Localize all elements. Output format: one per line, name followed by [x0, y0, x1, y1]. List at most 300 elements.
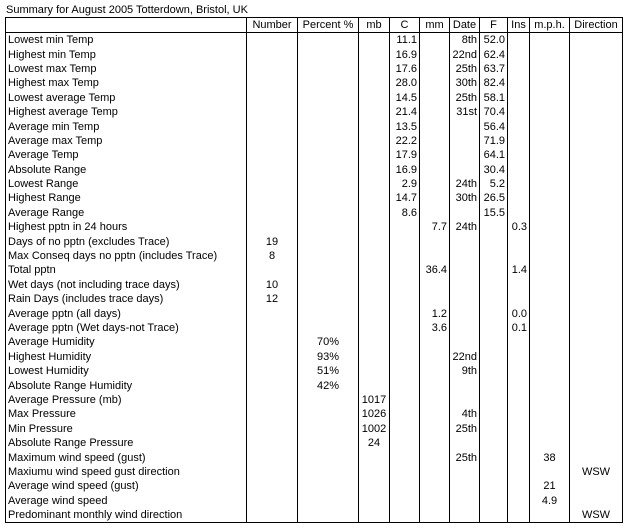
table-row [6, 177, 623, 191]
table-cell: 16.9 [390, 163, 420, 177]
table-cell: 24th [450, 177, 480, 191]
table-cell: 16.9 [390, 47, 420, 61]
table-cell [420, 350, 450, 364]
table-cell [570, 321, 623, 335]
table-cell [480, 364, 508, 378]
table-cell: 8th [450, 33, 480, 48]
table-cell: 14.5 [390, 91, 420, 105]
row-label: Wet days (not including trace days) [6, 278, 247, 292]
table-cell [298, 321, 359, 335]
row-label: Average Temp [6, 148, 247, 162]
table-cell [508, 364, 530, 378]
table-cell [570, 306, 623, 320]
table-cell [508, 134, 530, 148]
table-cell [298, 91, 359, 105]
table-cell [390, 494, 420, 508]
table-cell [390, 465, 420, 479]
table-cell [570, 292, 623, 306]
table-row [6, 350, 623, 364]
table-cell [450, 278, 480, 292]
table-cell [359, 263, 390, 277]
table-cell [247, 191, 298, 205]
table-cell [530, 350, 570, 364]
table-cell [359, 47, 390, 61]
table-cell [247, 494, 298, 508]
table-cell [480, 292, 508, 306]
table-cell [450, 306, 480, 320]
table-cell [298, 105, 359, 119]
table-cell [508, 450, 530, 464]
column-header: m.p.h. [530, 18, 570, 33]
table-cell [390, 393, 420, 407]
table-row [6, 436, 623, 450]
table-cell [420, 119, 450, 133]
table-cell [298, 119, 359, 133]
table-cell [530, 62, 570, 76]
table-row [6, 33, 623, 48]
table-cell [530, 163, 570, 177]
table-cell: 5.2 [480, 177, 508, 191]
table-cell [359, 494, 390, 508]
table-cell: 93% [298, 350, 359, 364]
table-cell [247, 306, 298, 320]
table-cell: 4.9 [530, 494, 570, 508]
table-cell [247, 335, 298, 349]
table-cell: 71.9 [480, 134, 508, 148]
column-header: mb [359, 18, 390, 33]
table-cell: 25th [450, 91, 480, 105]
table-cell: 26.5 [480, 191, 508, 205]
table-cell: 12 [247, 292, 298, 306]
table-cell [570, 206, 623, 220]
table-cell: 58.1 [480, 91, 508, 105]
table-cell [450, 206, 480, 220]
table-cell [298, 494, 359, 508]
row-label: Max Pressure [6, 407, 247, 421]
table-cell [570, 105, 623, 119]
row-label: Lowest max Temp [6, 62, 247, 76]
table-cell [450, 436, 480, 450]
table-cell [359, 378, 390, 392]
table-cell [420, 62, 450, 76]
table-cell: 0.3 [508, 220, 530, 234]
table-cell [508, 465, 530, 479]
table-cell [570, 278, 623, 292]
table-cell: 1017 [359, 393, 390, 407]
table-cell: 1026 [359, 407, 390, 421]
table-cell [508, 422, 530, 436]
table-row [6, 508, 623, 523]
table-cell: 14.7 [390, 191, 420, 205]
table-cell [420, 436, 450, 450]
table-cell [530, 148, 570, 162]
table-cell [298, 47, 359, 61]
table-cell [359, 479, 390, 493]
table-cell [530, 306, 570, 320]
row-label: Maxiumu wind speed gust direction [6, 465, 247, 479]
table-cell [298, 450, 359, 464]
table-cell [570, 378, 623, 392]
table-cell [359, 191, 390, 205]
table-row [6, 249, 623, 263]
table-cell: 24th [450, 220, 480, 234]
table-cell [247, 134, 298, 148]
table-cell [530, 177, 570, 191]
table-cell [530, 508, 570, 523]
table-cell [298, 134, 359, 148]
row-label: Maximum wind speed (gust) [6, 450, 247, 464]
table-cell [450, 292, 480, 306]
table-cell [570, 134, 623, 148]
column-header: Date [450, 18, 480, 33]
table-row [6, 393, 623, 407]
table-cell: 15.5 [480, 206, 508, 220]
table-cell [480, 508, 508, 523]
table-cell [450, 249, 480, 263]
row-label: Min Pressure [6, 422, 247, 436]
table-cell [420, 33, 450, 48]
table-cell [530, 234, 570, 248]
row-label: Highest average Temp [6, 105, 247, 119]
table-cell [298, 33, 359, 48]
table-cell [508, 163, 530, 177]
column-header: Ins [508, 18, 530, 33]
table-cell [480, 220, 508, 234]
table-row [6, 494, 623, 508]
table-cell [570, 422, 623, 436]
table-cell [570, 177, 623, 191]
row-label: Average max Temp [6, 134, 247, 148]
table-cell: 70.4 [480, 105, 508, 119]
table-cell [508, 234, 530, 248]
table-cell [530, 220, 570, 234]
table-cell [420, 47, 450, 61]
table-cell [508, 350, 530, 364]
table-cell [359, 234, 390, 248]
table-cell: 30th [450, 76, 480, 90]
table-cell [390, 350, 420, 364]
table-cell [390, 321, 420, 335]
table-cell [450, 465, 480, 479]
table-cell [420, 422, 450, 436]
table-cell [570, 148, 623, 162]
table-cell [570, 350, 623, 364]
row-label: Highest min Temp [6, 47, 247, 61]
table-cell [530, 292, 570, 306]
table-cell: 25th [450, 422, 480, 436]
row-label: Average Range [6, 206, 247, 220]
table-row [6, 163, 623, 177]
table-cell [570, 494, 623, 508]
table-cell [508, 278, 530, 292]
table-cell [390, 263, 420, 277]
column-header: mm [420, 18, 450, 33]
table-cell: 4th [450, 407, 480, 421]
table-cell: 21 [530, 479, 570, 493]
table-cell [298, 220, 359, 234]
table-cell [390, 378, 420, 392]
table-cell [420, 292, 450, 306]
table-cell [508, 479, 530, 493]
row-label: Highest max Temp [6, 76, 247, 90]
table-row [6, 378, 623, 392]
row-label: Rain Days (includes trace days) [6, 292, 247, 306]
table-cell [247, 393, 298, 407]
table-cell [530, 393, 570, 407]
table-cell [480, 378, 508, 392]
table-cell [298, 278, 359, 292]
table-cell: 28.0 [390, 76, 420, 90]
table-cell [247, 47, 298, 61]
table-cell [420, 335, 450, 349]
table-cell [247, 177, 298, 191]
table-cell: 51% [298, 364, 359, 378]
table-cell [390, 306, 420, 320]
table-cell [359, 508, 390, 523]
table-cell [570, 249, 623, 263]
table-cell [450, 378, 480, 392]
table-cell [530, 378, 570, 392]
table-cell [390, 249, 420, 263]
table-cell [508, 119, 530, 133]
table-cell [359, 220, 390, 234]
table-cell [508, 91, 530, 105]
table-cell [247, 163, 298, 177]
table-cell [247, 62, 298, 76]
table-cell [390, 508, 420, 523]
table-cell: 25th [450, 450, 480, 464]
table-cell [359, 306, 390, 320]
table-cell [508, 33, 530, 48]
table-row [6, 191, 623, 205]
table-cell [298, 422, 359, 436]
table-cell [390, 364, 420, 378]
table-row [6, 134, 623, 148]
table-cell: 2.9 [390, 177, 420, 191]
table-cell [508, 191, 530, 205]
table-row [6, 91, 623, 105]
table-cell [530, 134, 570, 148]
table-cell [570, 479, 623, 493]
table-row [6, 465, 623, 479]
table-cell: 70% [298, 335, 359, 349]
table-cell [247, 148, 298, 162]
table-cell: 63.7 [480, 62, 508, 76]
table-cell [298, 191, 359, 205]
table-cell [530, 33, 570, 48]
table-cell [359, 335, 390, 349]
table-cell: 64.1 [480, 148, 508, 162]
table-cell [480, 436, 508, 450]
table-cell [480, 393, 508, 407]
table-cell [247, 76, 298, 90]
table-row [6, 206, 623, 220]
table-cell [420, 278, 450, 292]
table-cell [508, 292, 530, 306]
table-cell [420, 364, 450, 378]
table-cell: 52.0 [480, 33, 508, 48]
table-cell [570, 234, 623, 248]
table-cell [420, 249, 450, 263]
column-header: C [390, 18, 420, 33]
table-cell: 22nd [450, 47, 480, 61]
table-cell: 8.6 [390, 206, 420, 220]
table-row [6, 119, 623, 133]
table-cell [247, 206, 298, 220]
table-row [6, 292, 623, 306]
row-label: Predominant monthly wind direction [6, 508, 247, 523]
table-row [6, 76, 623, 90]
table-cell: 1.4 [508, 263, 530, 277]
table-cell: 56.4 [480, 119, 508, 133]
table-cell [530, 206, 570, 220]
table-cell [530, 249, 570, 263]
table-cell [508, 393, 530, 407]
table-cell [247, 220, 298, 234]
table-cell [480, 350, 508, 364]
column-header: Number [247, 18, 298, 33]
table-cell [570, 220, 623, 234]
table-cell [480, 278, 508, 292]
table-cell [247, 465, 298, 479]
table-cell [420, 465, 450, 479]
table-cell [359, 163, 390, 177]
table-cell [450, 234, 480, 248]
table-cell [480, 479, 508, 493]
table-row [6, 321, 623, 335]
table-cell [298, 436, 359, 450]
table-cell [359, 177, 390, 191]
table-cell [359, 321, 390, 335]
table-cell [359, 148, 390, 162]
table-row [6, 234, 623, 248]
row-label: Average wind speed [6, 494, 247, 508]
table-cell [247, 364, 298, 378]
table-cell [298, 263, 359, 277]
table-cell [480, 450, 508, 464]
table-cell [570, 407, 623, 421]
table-cell [359, 105, 390, 119]
table-cell [450, 148, 480, 162]
table-cell [247, 350, 298, 364]
table-cell [530, 119, 570, 133]
table-cell: 17.6 [390, 62, 420, 76]
table-cell [298, 465, 359, 479]
table-cell [508, 177, 530, 191]
table-cell [390, 292, 420, 306]
row-label: Highest Range [6, 191, 247, 205]
table-cell [450, 263, 480, 277]
table-cell [570, 450, 623, 464]
table-cell [298, 206, 359, 220]
table-cell [247, 378, 298, 392]
table-cell [298, 306, 359, 320]
table-row [6, 148, 623, 162]
table-cell [508, 508, 530, 523]
table-cell [450, 163, 480, 177]
table-cell [480, 249, 508, 263]
table-cell [247, 422, 298, 436]
table-cell [570, 364, 623, 378]
table-cell [420, 134, 450, 148]
table-cell [359, 364, 390, 378]
table-cell [390, 479, 420, 493]
table-cell [530, 436, 570, 450]
row-label: Lowest Range [6, 177, 247, 191]
table-cell [480, 494, 508, 508]
table-cell [359, 249, 390, 263]
table-cell: 8 [247, 249, 298, 263]
table-cell [450, 508, 480, 523]
header-row [6, 18, 623, 33]
table-cell [390, 436, 420, 450]
table-row [6, 364, 623, 378]
table-row [6, 47, 623, 61]
table-cell [530, 364, 570, 378]
table-cell [298, 292, 359, 306]
table-cell: WSW [570, 465, 623, 479]
table-cell [570, 436, 623, 450]
table-cell [298, 76, 359, 90]
table-cell: 17.9 [390, 148, 420, 162]
row-label: Absolute Range Humidity [6, 378, 247, 392]
row-label: Total pptn [6, 263, 247, 277]
table-cell [359, 76, 390, 90]
table-cell [390, 234, 420, 248]
column-header: F [480, 18, 508, 33]
table-row [6, 407, 623, 421]
table-cell [420, 378, 450, 392]
table-cell [570, 76, 623, 90]
table-cell [570, 62, 623, 76]
table-cell [530, 91, 570, 105]
table-cell [420, 450, 450, 464]
table-cell [570, 47, 623, 61]
table-cell [508, 407, 530, 421]
table-cell [359, 91, 390, 105]
table-row [6, 220, 623, 234]
row-label: Absolute Range Pressure [6, 436, 247, 450]
table-cell [359, 278, 390, 292]
table-cell [420, 479, 450, 493]
table-cell [298, 407, 359, 421]
table-cell: 62.4 [480, 47, 508, 61]
table-cell [420, 105, 450, 119]
table-cell: 42% [298, 378, 359, 392]
table-cell [450, 479, 480, 493]
table-cell [508, 378, 530, 392]
table-cell [390, 335, 420, 349]
table-cell [390, 278, 420, 292]
table-cell [420, 177, 450, 191]
table-cell [298, 177, 359, 191]
table-cell [359, 206, 390, 220]
table-cell: 25th [450, 62, 480, 76]
row-label: Max Conseq days no pptn (includes Trace) [6, 249, 247, 263]
table-cell [570, 393, 623, 407]
table-cell [390, 407, 420, 421]
table-cell [530, 76, 570, 90]
table-cell [480, 234, 508, 248]
table-cell: 13.5 [390, 119, 420, 133]
table-cell [530, 105, 570, 119]
table-cell [420, 407, 450, 421]
table-cell [359, 62, 390, 76]
column-header [6, 18, 247, 33]
row-label: Absolute Range [6, 163, 247, 177]
table-cell [247, 407, 298, 421]
table-row [6, 335, 623, 349]
